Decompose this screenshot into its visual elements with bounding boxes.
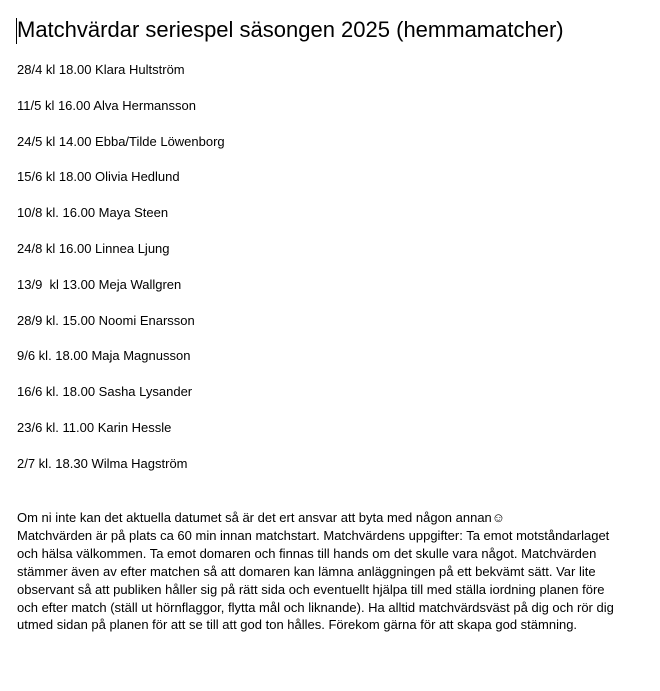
swap-responsibility-note: Om ni inte kan det aktuella datumet så är det ert ansvar att byta med någon annan☺ [17, 510, 506, 525]
document-title: Matchvärdar seriespel säsongen 2025 (hemmamatcher) [17, 17, 564, 42]
match-host-instructions [17, 509, 617, 634]
match-host-schedule [17, 61, 225, 491]
schedule-item: 2/7 kl. 18.30 Wilma Hagström [17, 455, 188, 471]
schedule-item: 9/6 kl. 18.00 Maja Magnusson [17, 348, 191, 364]
schedule-item: 16/6 kl. 18.00 Sasha Lysander [17, 384, 193, 400]
schedule-item: 10/8 kl. 16.00 Maya Steen [17, 205, 169, 221]
schedule-item: 15/6 kl 18.00 Olivia Hedlund [17, 169, 180, 185]
schedule-item: 28/9 kl. 15.00 Noomi Enarsson [17, 312, 195, 328]
schedule-item: 11/5 kl 16.00 Alva Hermansson [17, 97, 196, 113]
schedule-item: 13/9 kl 13.00 Meja Wallgren [17, 276, 182, 292]
duties-description: Matchvärden är på plats ca 60 min innan matchstart. Matchvärdens uppgifter: Ta emot motståndarlaget och hälsa välkommen. Ta emot domaren och finnas till hands om det skulle vara något. Matchvärden stämmer även av efter matchen så att domaren kan lämna anläggningen på ett bekvämt sätt. Var lite observant så att publiken håller sig på rätt sida och eventuellt hjälpa till med ställa iordning planen före och efter match (ställ ut hörnflaggor, flytta mål och liknande). Ha alltid matchvärdsväst på dig och rör dig utmed sidan på planen för att se till att god ton hålles. Förekom gärna för att skapa god stämning. [17, 527, 614, 633]
schedule-item: 24/8 kl 16.00 Linnea Ljung [17, 240, 170, 256]
schedule-item: 24/5 kl 14.00 Ebba/Tilde Löwenborg [17, 133, 225, 149]
schedule-item: 23/6 kl. 11.00 Karin Hessle [17, 419, 172, 435]
schedule-item: 28/4 kl 18.00 Klara Hultström [17, 62, 185, 77]
